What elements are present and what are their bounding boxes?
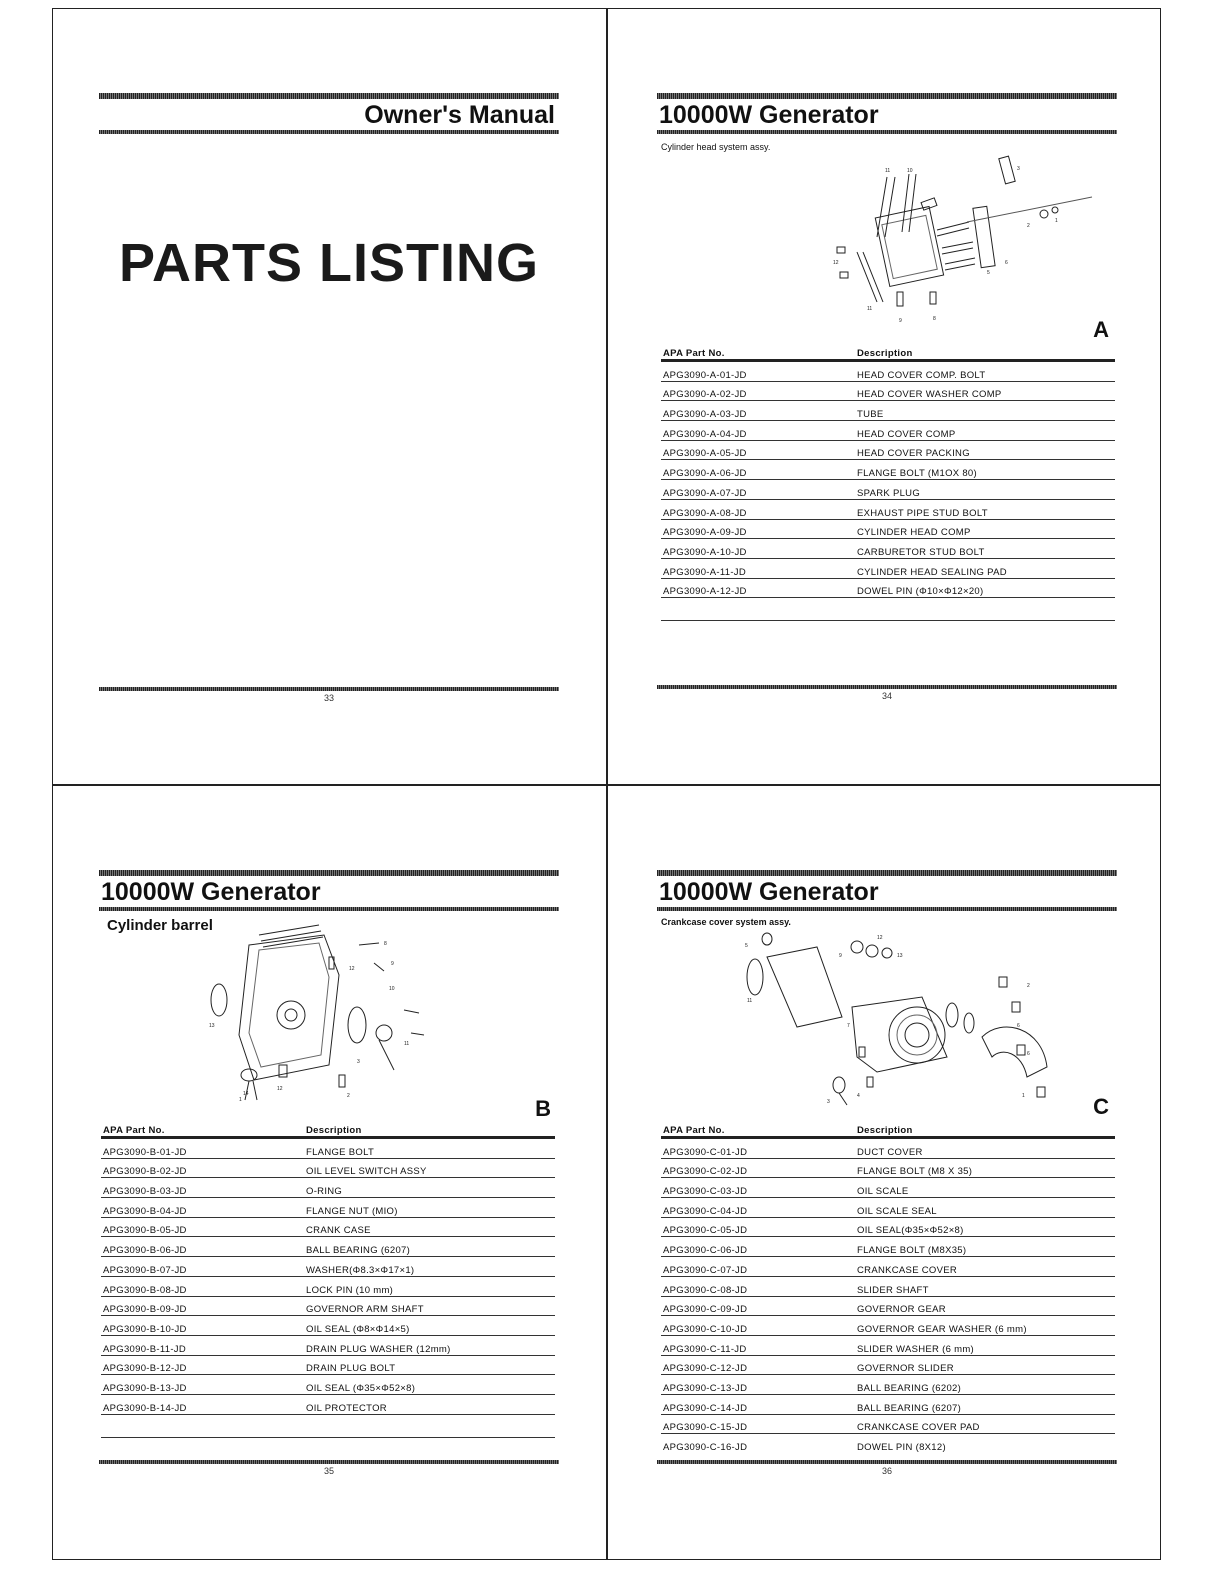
part-number: APG3090-C-04-JD xyxy=(663,1205,748,1217)
page-number: 36 xyxy=(881,1466,892,1476)
part-description: HEAD COVER COMP. BOLT xyxy=(857,369,986,381)
part-number: APG3090-A-08-JD xyxy=(663,507,747,519)
table-row xyxy=(101,1356,555,1376)
table-header xyxy=(661,343,1115,362)
part-number: APG3090-C-13-JD xyxy=(663,1382,748,1394)
part-description: DOWEL PIN (8X12) xyxy=(857,1442,946,1453)
part-number: APG3090-B-04-JD xyxy=(103,1205,187,1217)
table-row xyxy=(661,1356,1115,1376)
part-number: APG3090-A-02-JD xyxy=(663,389,747,401)
page-footer xyxy=(99,687,559,703)
table-end-rule xyxy=(101,1415,555,1438)
column-header-description: Description xyxy=(306,1125,362,1136)
svg-text:1: 1 xyxy=(239,1097,242,1103)
page-header: 10000W Generator xyxy=(659,101,879,129)
part-description: SPARK PLUG xyxy=(857,487,921,499)
part-number: APG3090-C-16-JD xyxy=(663,1442,748,1453)
svg-text:11: 11 xyxy=(747,998,753,1004)
parts-table xyxy=(101,1120,555,1438)
table-row xyxy=(661,1257,1115,1277)
part-description: OIL SEAL (Φ8×Φ14×5) xyxy=(306,1323,410,1335)
part-description: BALL BEARING (6207) xyxy=(857,1402,962,1414)
part-number: APG3090-B-02-JD xyxy=(103,1166,187,1178)
table-row xyxy=(101,1178,555,1198)
part-description: LOCK PIN (10 mm) xyxy=(306,1284,394,1296)
column-header-description: Description xyxy=(857,1125,913,1136)
svg-text:11: 11 xyxy=(404,1041,410,1047)
svg-text:1: 1 xyxy=(1022,1093,1025,1099)
part-number: APG3090-C-10-JD xyxy=(663,1323,748,1335)
section-letter: C xyxy=(1093,1094,1109,1119)
part-description: TUBE xyxy=(857,409,884,421)
table-row xyxy=(661,480,1115,500)
table-row xyxy=(661,520,1115,540)
table-row xyxy=(101,1277,555,1297)
svg-text:10: 10 xyxy=(907,168,913,174)
part-number: APG3090-B-14-JD xyxy=(103,1402,187,1414)
part-number: APG3090-A-10-JD xyxy=(663,546,747,558)
svg-text:7: 7 xyxy=(847,1023,850,1029)
table-row xyxy=(661,559,1115,579)
table-row xyxy=(661,401,1115,421)
table-row xyxy=(101,1198,555,1218)
svg-text:9: 9 xyxy=(899,318,902,324)
column-header-part-no: APA Part No. xyxy=(103,1125,165,1136)
diagram-caption: Cylinder barrel xyxy=(107,917,213,934)
page-35 xyxy=(99,870,559,1490)
svg-text:6: 6 xyxy=(1027,1051,1030,1057)
part-number: APG3090-B-03-JD xyxy=(103,1186,187,1198)
part-description: FLANGE BOLT (M8X35) xyxy=(857,1245,967,1257)
part-number: APG3090-C-12-JD xyxy=(663,1363,748,1375)
part-description: SLIDER WASHER (6 mm) xyxy=(857,1343,975,1355)
footer-rule xyxy=(99,687,559,691)
table-row xyxy=(661,362,1115,382)
part-description: O-RING xyxy=(306,1186,343,1198)
header-rule-bottom xyxy=(99,907,559,911)
svg-text:8: 8 xyxy=(384,941,387,947)
part-description: OIL PROTECTOR xyxy=(306,1402,387,1414)
svg-text:12: 12 xyxy=(877,935,883,941)
part-description: CYLINDER HEAD SEALING PAD xyxy=(857,566,1007,578)
svg-text:4: 4 xyxy=(857,1093,860,1099)
svg-text:2: 2 xyxy=(347,1093,350,1099)
section-letter: A xyxy=(1093,317,1109,342)
part-number: APG3090-C-08-JD xyxy=(663,1284,748,1296)
part-description: FLANGE BOLT (M1OX 80) xyxy=(857,468,977,480)
svg-text:6: 6 xyxy=(1005,260,1008,266)
table-header xyxy=(661,1120,1115,1139)
part-description: GOVERNOR ARM SHAFT xyxy=(306,1304,424,1316)
part-description: CYLINDER HEAD COMP xyxy=(857,527,971,539)
page-header: 10000W Generator xyxy=(101,878,321,906)
part-number: APG3090-B-11-JD xyxy=(103,1343,186,1355)
table-row xyxy=(661,1277,1115,1297)
table-row xyxy=(661,421,1115,441)
table-row xyxy=(661,1218,1115,1238)
column-header-part-no: APA Part No. xyxy=(663,1125,725,1136)
svg-text:2: 2 xyxy=(1027,223,1030,229)
section-letter: B xyxy=(535,1096,551,1121)
header-rule-bottom xyxy=(657,907,1117,911)
table-row xyxy=(661,382,1115,402)
part-description: CRANKCASE COVER xyxy=(857,1264,958,1276)
part-description: OIL SCALE xyxy=(857,1186,909,1198)
footer-rule xyxy=(657,1460,1117,1464)
diagram-caption: Crankcase cover system assy. xyxy=(661,917,791,927)
svg-text:3: 3 xyxy=(357,1059,360,1065)
table-row xyxy=(661,1237,1115,1257)
part-number: APG3090-A-07-JD xyxy=(663,487,747,499)
footer-rule xyxy=(99,1460,559,1464)
svg-text:12: 12 xyxy=(349,966,355,972)
svg-text:14: 14 xyxy=(243,1091,249,1097)
header-rule-bottom xyxy=(99,130,559,134)
part-description: FLANGE BOLT xyxy=(306,1146,375,1158)
part-number: APG3090-B-12-JD xyxy=(103,1363,187,1375)
svg-text:8: 8 xyxy=(933,316,936,322)
svg-text:13: 13 xyxy=(897,953,903,959)
part-number: APG3090-A-11-JD xyxy=(663,566,746,578)
part-description: SLIDER SHAFT xyxy=(857,1284,929,1296)
part-description: EXHAUST PIPE STUD BOLT xyxy=(857,507,988,519)
table-row xyxy=(661,1316,1115,1336)
part-number: APG3090-C-03-JD xyxy=(663,1186,748,1198)
table-row xyxy=(661,539,1115,559)
table-row xyxy=(101,1139,555,1159)
column-header-description: Description xyxy=(857,348,913,359)
table-header xyxy=(101,1120,555,1139)
cylinder-head-exploded-diagram xyxy=(737,152,1058,332)
part-description: HEAD COVER WASHER COMP xyxy=(857,389,1002,401)
table-row xyxy=(661,1415,1115,1435)
page-number: 35 xyxy=(323,1466,334,1476)
table-row xyxy=(101,1316,555,1336)
table-row xyxy=(661,1178,1115,1198)
table-row xyxy=(101,1218,555,1238)
svg-text:11: 11 xyxy=(885,168,891,174)
table-row xyxy=(101,1395,555,1415)
cylinder-barrel-exploded-diagram xyxy=(179,915,479,1103)
part-description: BALL BEARING (6207) xyxy=(306,1245,411,1257)
table-row xyxy=(661,1139,1115,1159)
table-row xyxy=(661,1336,1115,1356)
part-description: GOVERNOR GEAR WASHER (6 mm) xyxy=(857,1323,1027,1335)
part-number: APG3090-C-01-JD xyxy=(663,1146,748,1158)
table-row xyxy=(661,460,1115,480)
svg-text:6: 6 xyxy=(1017,1023,1020,1029)
part-number: APG3090-C-15-JD xyxy=(663,1422,748,1434)
page-header: 10000W Generator xyxy=(659,878,879,906)
part-description: CRANK CASE xyxy=(306,1225,371,1237)
part-number: APG3090-A-12-JD xyxy=(663,586,747,598)
header-rule-bottom xyxy=(657,130,1117,134)
table-row xyxy=(661,1198,1115,1218)
table-row xyxy=(661,579,1115,599)
page-footer xyxy=(657,1460,1117,1476)
table-row xyxy=(101,1375,555,1395)
parts-table xyxy=(661,343,1115,621)
page-footer xyxy=(99,1460,559,1476)
part-description: GOVERNOR GEAR xyxy=(857,1304,946,1316)
part-description: DOWEL PIN (Φ10×Φ12×20) xyxy=(857,586,984,598)
part-number: APG3090-C-06-JD xyxy=(663,1245,748,1257)
table-row xyxy=(661,1297,1115,1317)
table-row xyxy=(661,1395,1115,1415)
page-header: Owner's Manual xyxy=(364,101,555,129)
svg-text:13: 13 xyxy=(209,1023,215,1029)
part-description: OIL SEAL(Φ35×Φ52×8) xyxy=(857,1225,964,1237)
part-number: APG3090-C-02-JD xyxy=(663,1166,748,1178)
parts-table xyxy=(661,1120,1115,1453)
part-number: APG3090-B-05-JD xyxy=(103,1225,187,1237)
table-row xyxy=(101,1257,555,1277)
part-description: OIL SCALE SEAL xyxy=(857,1205,937,1217)
part-description: HEAD COVER COMP xyxy=(857,428,956,440)
part-description: FLANGE NUT (MIO) xyxy=(306,1205,398,1217)
table-row xyxy=(661,441,1115,461)
svg-text:1: 1 xyxy=(1055,218,1058,224)
table-row xyxy=(661,1159,1115,1179)
part-number: APG3090-A-01-JD xyxy=(663,369,747,381)
page-34 xyxy=(657,93,1117,713)
page-33 xyxy=(99,93,559,703)
part-description: CRANKCASE COVER PAD xyxy=(857,1422,980,1434)
svg-text:3: 3 xyxy=(1017,166,1020,172)
part-description: DRAIN PLUG BOLT xyxy=(306,1363,396,1375)
table-end-rule xyxy=(661,598,1115,621)
part-number: APG3090-A-03-JD xyxy=(663,409,747,421)
part-number: APG3090-A-05-JD xyxy=(663,448,747,460)
part-number: APG3090-B-08-JD xyxy=(103,1284,187,1296)
svg-text:9: 9 xyxy=(839,953,842,959)
table-row xyxy=(101,1336,555,1356)
part-number: APG3090-A-06-JD xyxy=(663,468,747,480)
svg-text:2: 2 xyxy=(1027,983,1030,989)
table-row xyxy=(101,1237,555,1257)
table-row xyxy=(661,1375,1115,1395)
svg-text:10: 10 xyxy=(389,986,395,992)
svg-text:3: 3 xyxy=(827,1099,830,1105)
part-number: APG3090-C-05-JD xyxy=(663,1225,748,1237)
part-description: CARBURETOR STUD BOLT xyxy=(857,546,985,558)
page-number: 34 xyxy=(881,691,892,701)
svg-text:5: 5 xyxy=(987,270,990,276)
part-description: DRAIN PLUG WASHER (12mm) xyxy=(306,1343,451,1355)
footer-rule xyxy=(657,685,1117,689)
part-number: APG3090-A-04-JD xyxy=(663,428,747,440)
part-description: OIL SEAL (Φ35×Φ52×8) xyxy=(306,1382,416,1394)
part-number: APG3090-B-10-JD xyxy=(103,1323,187,1335)
part-description: DUCT COVER xyxy=(857,1146,923,1158)
page-36 xyxy=(657,870,1117,1490)
part-description: OIL LEVEL SWITCH ASSY xyxy=(306,1166,427,1178)
page-number: 33 xyxy=(323,693,334,703)
part-number: APG3090-C-07-JD xyxy=(663,1264,748,1276)
table-row xyxy=(661,500,1115,520)
part-number: APG3090-B-06-JD xyxy=(103,1245,187,1257)
part-number: APG3090-B-13-JD xyxy=(103,1382,187,1394)
svg-text:11: 11 xyxy=(867,306,873,312)
part-description: WASHER(Φ8.3×Φ17×1) xyxy=(306,1264,415,1276)
crankcase-cover-exploded-diagram xyxy=(727,927,1047,1107)
part-number: APG3090-C-11-JD xyxy=(663,1343,747,1355)
diagram-caption: Cylinder head system assy. xyxy=(661,142,771,152)
column-header-part-no: APA Part No. xyxy=(663,348,725,359)
table-row xyxy=(661,1434,1115,1453)
part-number: APG3090-C-09-JD xyxy=(663,1304,748,1316)
part-number: APG3090-B-01-JD xyxy=(103,1146,187,1158)
part-description: HEAD COVER PACKING xyxy=(857,448,970,460)
table-row xyxy=(101,1297,555,1317)
part-description: FLANGE BOLT (M8 X 35) xyxy=(857,1166,973,1178)
part-number: APG3090-C-14-JD xyxy=(663,1402,748,1414)
part-number: APG3090-B-07-JD xyxy=(103,1264,187,1276)
svg-text:12: 12 xyxy=(833,260,839,266)
part-number: APG3090-B-09-JD xyxy=(103,1304,187,1316)
horizontal-divider xyxy=(53,784,1160,786)
svg-text:9: 9 xyxy=(391,961,394,967)
page-footer xyxy=(657,685,1117,701)
svg-text:5: 5 xyxy=(745,943,748,949)
part-number: APG3090-A-09-JD xyxy=(663,527,747,539)
svg-text:12: 12 xyxy=(277,1086,283,1092)
part-description: BALL BEARING (6202) xyxy=(857,1382,962,1394)
table-row xyxy=(101,1159,555,1179)
page-title: PARTS LISTING xyxy=(118,233,539,293)
part-description: GOVERNOR SLIDER xyxy=(857,1363,954,1375)
